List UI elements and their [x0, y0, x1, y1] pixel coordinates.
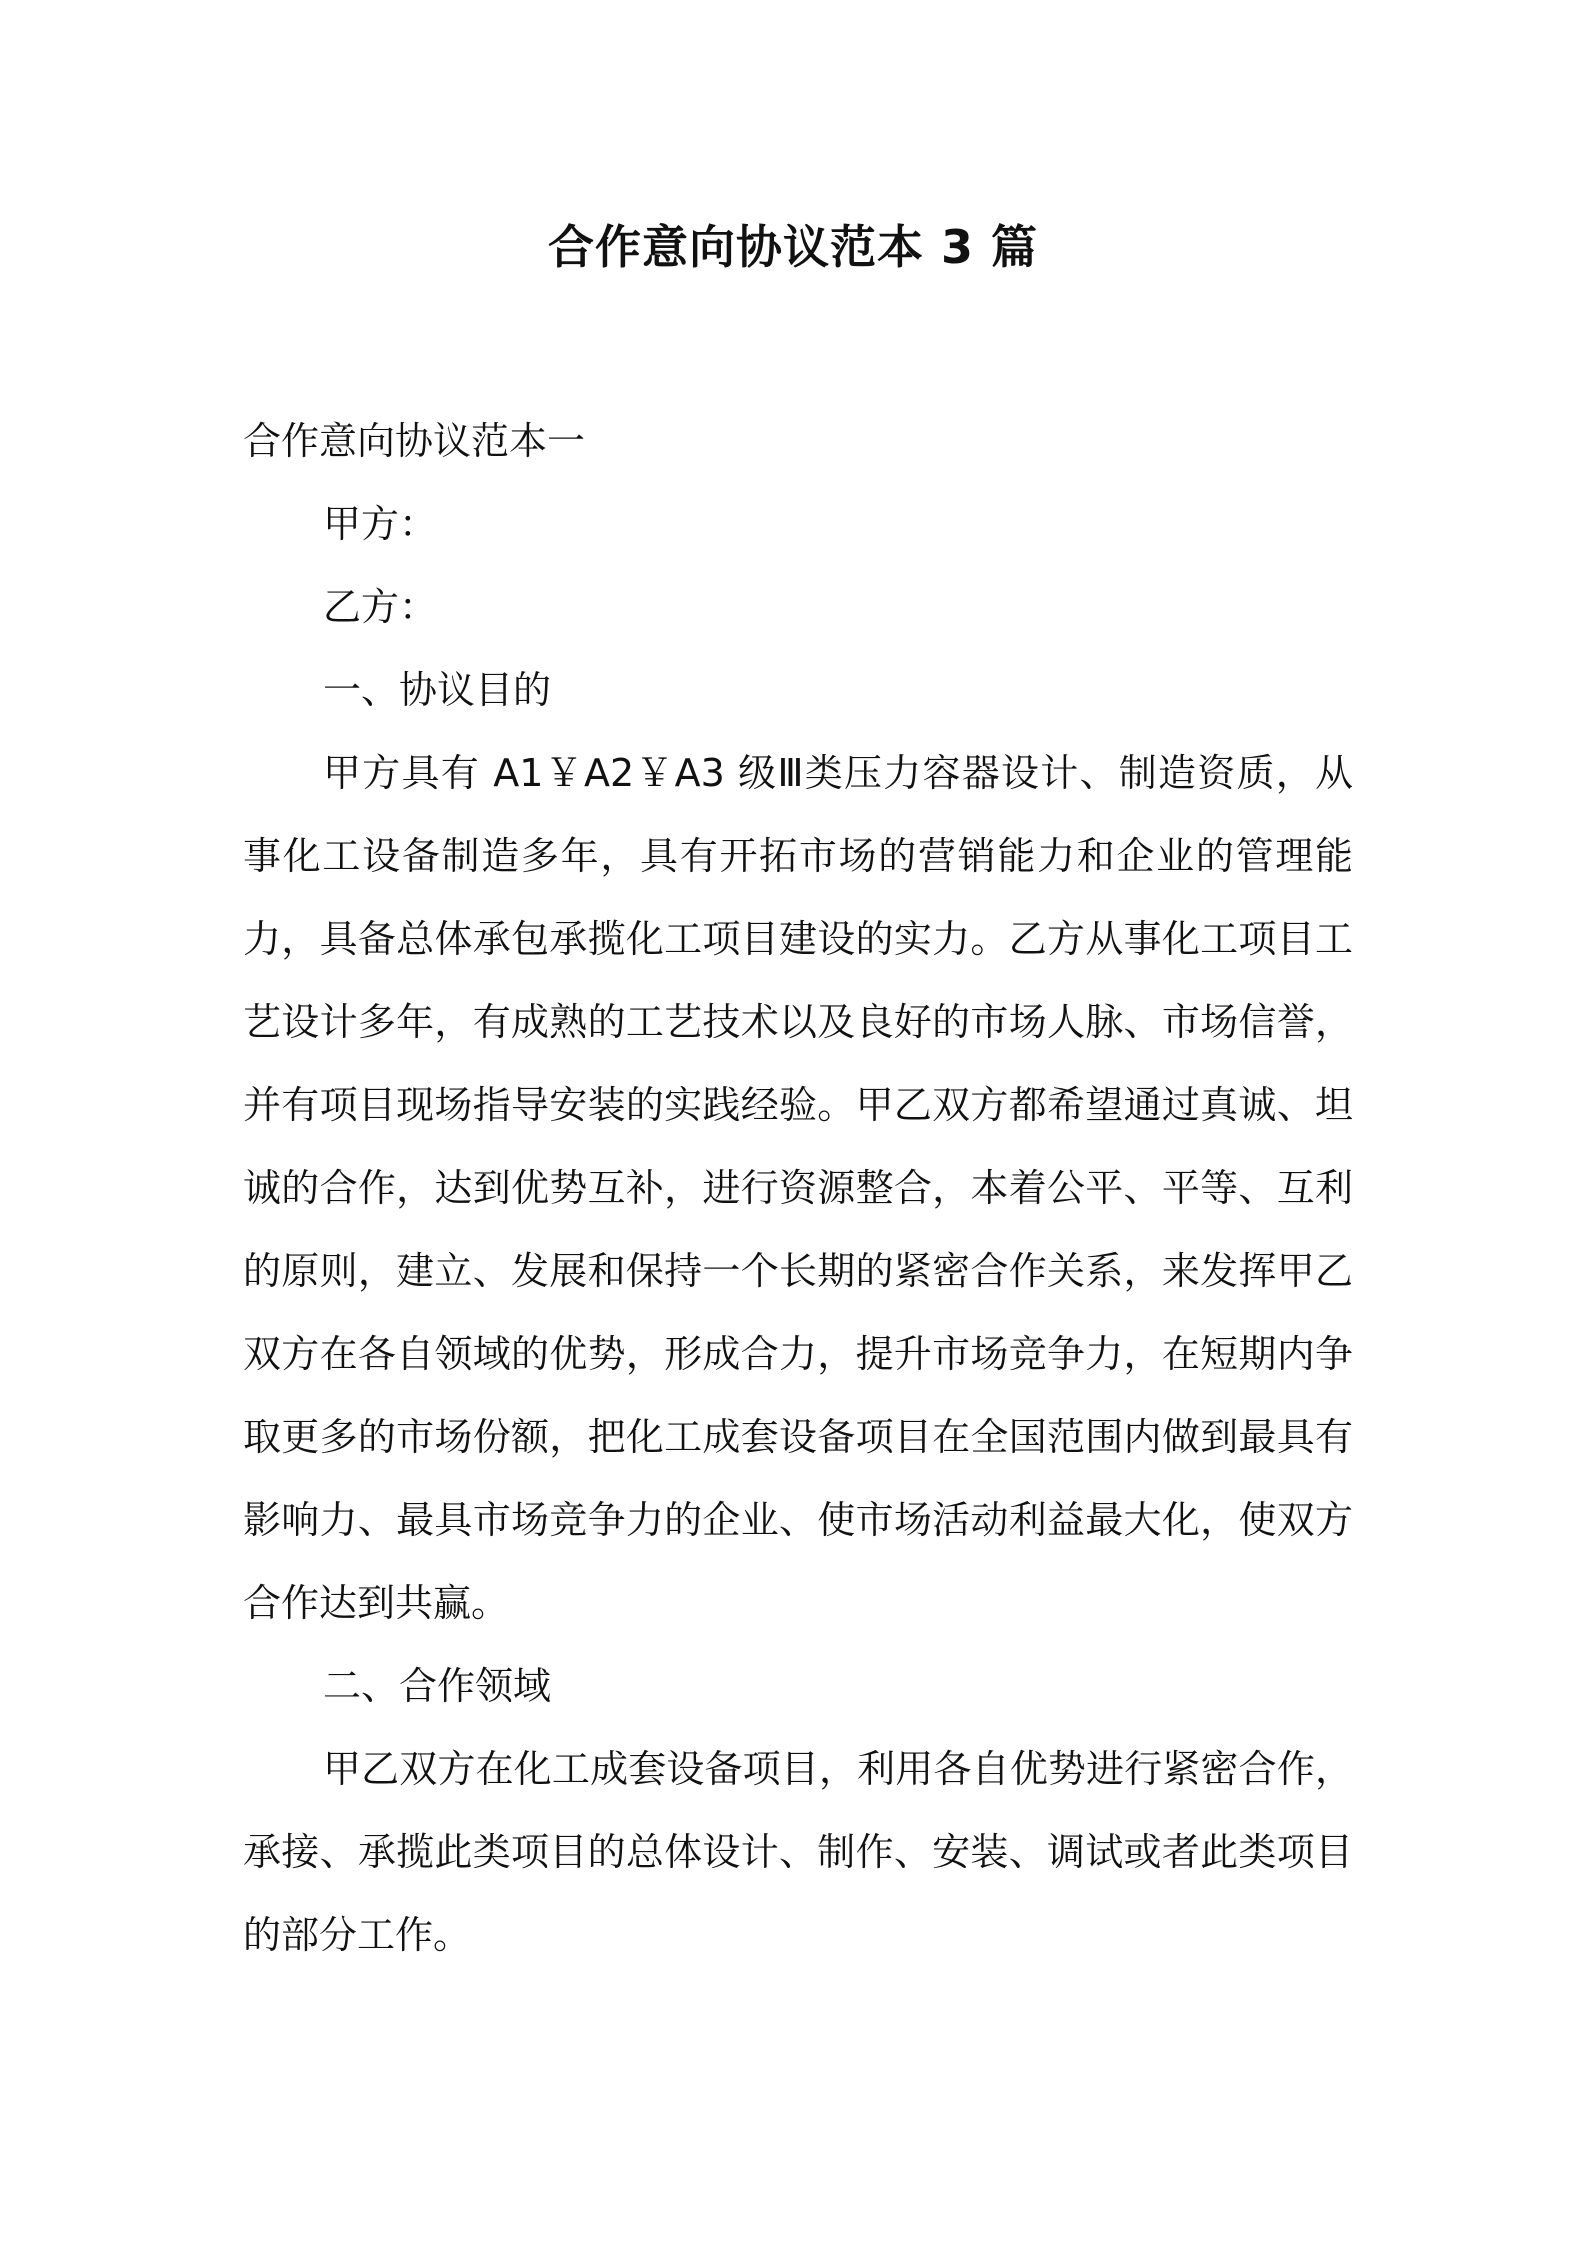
heading-agreement-purpose: 一、协议目的 [323, 668, 552, 712]
paragraph-cooperation-field: 甲乙双方在化工成套设备项目，利用各自优势进行紧密合作，承接、承揽此类项目的总体设计、制作、安装、调试或者此类项目的部分工作。 [243, 1747, 1353, 1957]
party-b-line: 乙方： [323, 585, 438, 629]
paragraph-agreement-purpose: 甲方具有 A1￥A2￥A3 级Ⅲ类压力容器设计、制造资质，从事化工设备制造多年，具有开拓市场的营销能力和企业的管理能力，具备总体承包承揽化工项目建设的实力。乙方从事化工项目工艺设计多年，有成熟的工艺技术以及良好的市场人脉、市场信誉，并有项目现场指导安装的实践经验。甲乙双方都希望通过真诚、坦诚的合作，达到优势互补，进行资源整合，本着公平、平等、互利的原则，建立、发展和保持一个长期的紧密合作关系，来发挥甲乙双方在各自领域的优势，形成合力，提升市场竞争力，在短期内争取更多的市场份额，把化工成套设备项目在全国范围内做到最具有影响力、最具市场竞争力的企业、使市场活动利益最大化，使双方合作达到共赢。 [243, 751, 1353, 1625]
document-body [243, 400, 1353, 1977]
heading-cooperation-field: 二、合作领域 [323, 1664, 552, 1708]
document-title: 合作意向协议范本 3 篇 [547, 220, 1039, 274]
party-a-line: 甲方： [323, 502, 438, 546]
section-heading: 合作意向协议范本一 [243, 419, 586, 463]
